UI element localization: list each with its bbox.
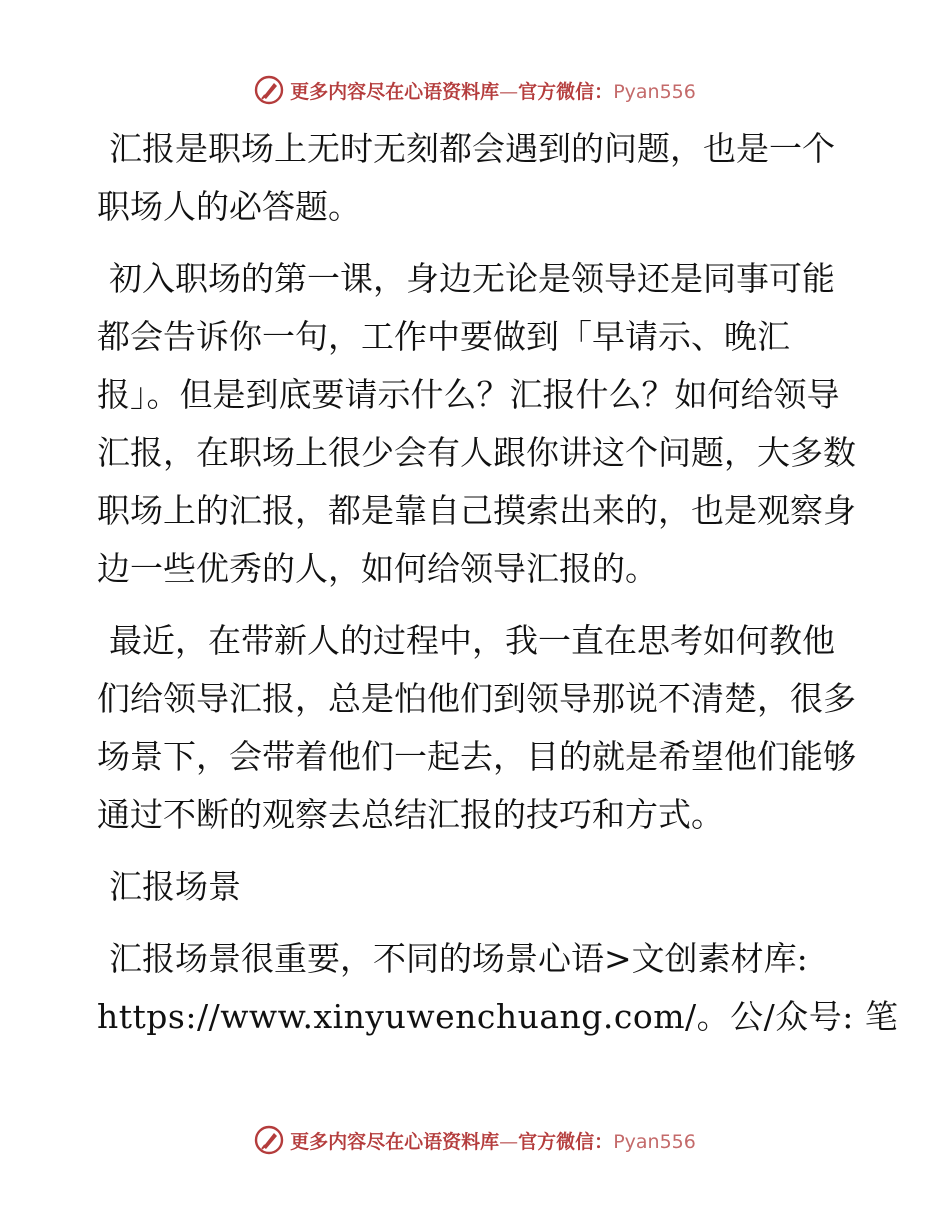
paragraph-2: 初入职场的第一课，身边无论是领导还是同事可能都会告诉你一句，工作中要做到「早请示、晚汇报」。但是到底要请示什么？汇报什么？如何给领导汇报，在职场上很少会有人跟你讲这个问题，大多数职场上的汇报，都是靠自己摸索出来的，也是观察身边一些优秀的人，如何给领导汇报的。 (97, 259, 856, 588)
quill-logo-icon (254, 1125, 284, 1155)
footer-banner-sub: 官方微信： (518, 1130, 614, 1153)
header-banner-main: 更多内容尽在心语资料库 (290, 80, 500, 103)
quill-logo-icon (254, 75, 284, 105)
footer-banner (0, 1120, 950, 1160)
paragraph-4-line-1: 汇报场景很重要，不同的场景心语>文创素材库: (109, 939, 808, 978)
section-heading: 汇报场景 (109, 867, 241, 906)
footer-banner-text (290, 1127, 696, 1154)
footer-banner-main: 更多内容尽在心语资料库 (290, 1130, 500, 1153)
document-body (97, 120, 899, 1046)
footer-banner-id: Pyan556 (613, 1130, 696, 1153)
paragraph-4-line-2: https://www.xinyuwenchuang.com/。公/众号: 笔 (97, 997, 899, 1036)
header-banner-separator: — (499, 80, 519, 103)
header-banner-id: Pyan556 (613, 80, 696, 103)
header-banner-sub: 官方微信： (518, 80, 614, 103)
footer-banner-separator: — (499, 1130, 519, 1153)
paragraph-1: 汇报是职场上无时无刻都会遇到的问题，也是一个职场人的必答题。 (97, 129, 835, 226)
paragraph-3: 最近，在带新人的过程中，我一直在思考如何教他们给领导汇报，总是怕他们到领导那说不清楚，很多场景下，会带着他们一起去，目的就是希望他们能够通过不断的观察去总结汇报的技巧和方式。 (97, 621, 856, 834)
header-banner (0, 70, 950, 110)
header-banner-text (290, 77, 696, 104)
